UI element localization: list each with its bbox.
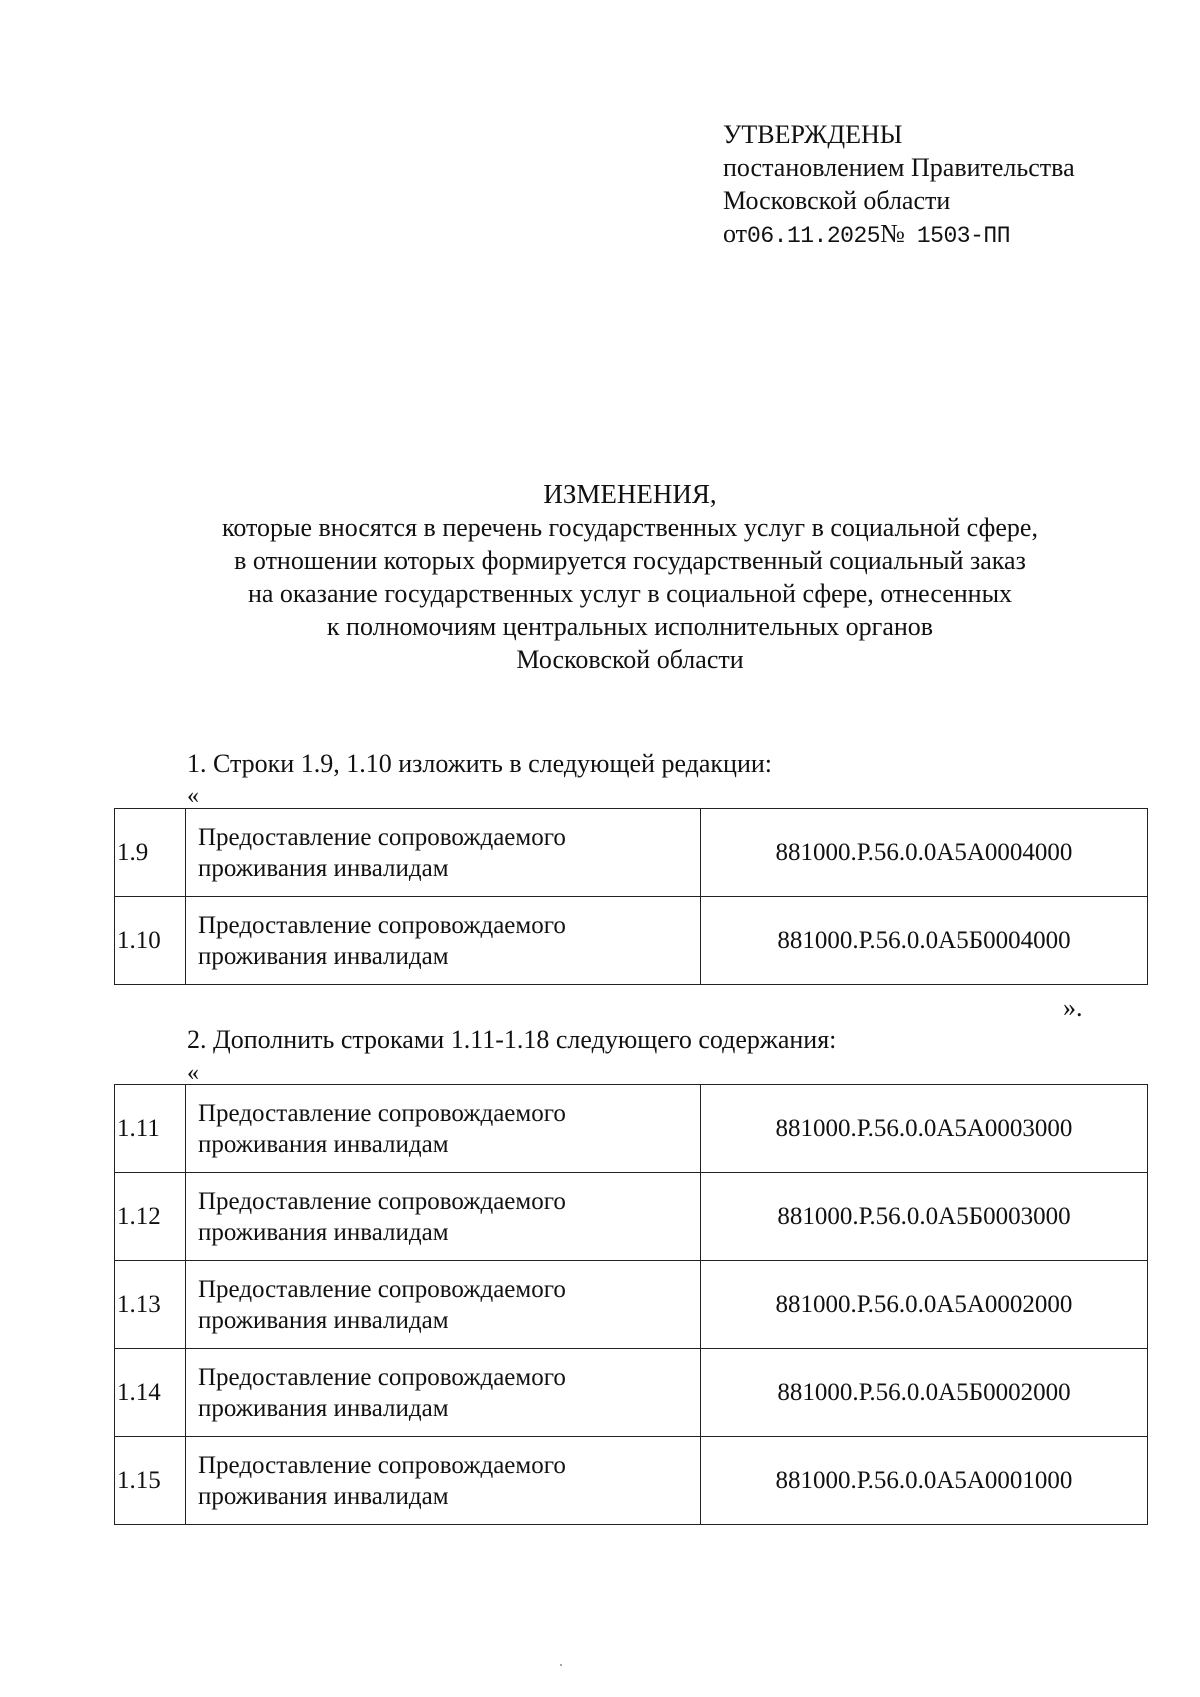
table-row [115, 1261, 1148, 1349]
approval-stamp [723, 118, 1075, 253]
row-service-name-line: Предоставление сопровождаемого [198, 1451, 566, 1479]
table-row [115, 1173, 1148, 1261]
row-service-name-line: проживания инвалидам [198, 1394, 449, 1422]
row-service-name-line: Предоставление сопровождаемого [198, 1275, 566, 1303]
row-service-name-line: Предоставление сопровождаемого [198, 1099, 566, 1127]
row-service-name-line: проживания инвалидам [198, 1130, 449, 1158]
row-number: 1.11 [115, 1085, 186, 1173]
row-service-code: 881000.Р.56.0.0А5А0002000 [701, 1261, 1148, 1349]
scan-speck [560, 1664, 562, 1666]
row-service-name [186, 1261, 701, 1349]
heading-line: которые вносятся в перечень государственных услуг в социальной сфере, [222, 513, 1038, 542]
approval-date-line [723, 217, 1075, 253]
approval-issuer: постановлением Правительства [723, 153, 1075, 182]
table-row [115, 1085, 1148, 1173]
row-number: 1.12 [115, 1173, 186, 1261]
row-number: 1.15 [115, 1437, 186, 1525]
row-service-name-line: проживания инвалидам [198, 1482, 449, 1510]
row-service-name-line: проживания инвалидам [198, 854, 449, 882]
row-service-code: 881000.Р.56.0.0А5Б0004000 [701, 897, 1148, 985]
section1-table [114, 808, 1148, 985]
row-number: 1.14 [115, 1349, 186, 1437]
approval-number: 1503-ПП [916, 223, 1010, 249]
row-service-code: 881000.Р.56.0.0А5Б0003000 [701, 1173, 1148, 1261]
row-service-code: 881000.Р.56.0.0А5А0003000 [701, 1085, 1148, 1173]
row-service-name-line: Предоставление сопровождаемого [198, 1187, 566, 1215]
heading-line: к полномочиям центральных исполнительных органов [326, 612, 934, 641]
section1-close-quote: ». [1063, 993, 1083, 1022]
row-service-code: 881000.Р.56.0.0А5А0004000 [701, 809, 1148, 897]
approval-region: Московской области [723, 186, 951, 215]
row-service-name [186, 1173, 701, 1261]
approval-date: 06.11.2025 [747, 223, 881, 249]
table-row [115, 809, 1148, 897]
table-row [115, 1349, 1148, 1437]
row-number: 1.9 [115, 809, 186, 897]
row-number: 1.10 [115, 897, 186, 985]
row-service-name [186, 1085, 701, 1173]
row-service-name [186, 1349, 701, 1437]
row-service-name-line: проживания инвалидам [198, 942, 449, 970]
heading-line: на оказание государственных услуг в социальной сфере, отнесенных [247, 579, 1013, 608]
approval-date-prefix: от [723, 219, 748, 248]
section2-open-quote: « [187, 1060, 199, 1086]
table-row [115, 897, 1148, 985]
approval-title: УТВЕРЖДЕНЫ [723, 120, 903, 149]
heading-line: в отношении которых формируется государственный социальный заказ [234, 546, 1026, 575]
row-service-name-line: проживания инвалидам [198, 1218, 449, 1246]
row-service-name-line: проживания инвалидам [198, 1306, 449, 1334]
row-service-name [186, 897, 701, 985]
section2-text: 2. Дополнить строками 1.11-1.18 следующего содержания: [187, 1025, 837, 1054]
document-heading [0, 478, 1200, 676]
row-number: 1.13 [115, 1261, 186, 1349]
row-service-name-line: Предоставление сопровождаемого [198, 1363, 566, 1391]
heading-line: Московской области [516, 645, 744, 674]
table-row [115, 1437, 1148, 1525]
section1-open-quote: « [187, 783, 199, 809]
row-service-name [186, 1437, 701, 1525]
row-service-name-line: Предоставление сопровождаемого [198, 911, 566, 939]
row-service-name-line: Предоставление сопровождаемого [198, 823, 566, 851]
row-service-name [186, 809, 701, 897]
row-service-code: 881000.Р.56.0.0А5Б0002000 [701, 1349, 1148, 1437]
row-service-code: 881000.Р.56.0.0А5А0001000 [701, 1437, 1148, 1525]
section1-text: 1. Строки 1.9, 1.10 изложить в следующей редакции: [187, 749, 773, 778]
section2-table [114, 1084, 1148, 1525]
approval-number-sign: № [880, 219, 905, 248]
heading-title: ИЗМЕНЕНИЯ, [543, 479, 717, 509]
